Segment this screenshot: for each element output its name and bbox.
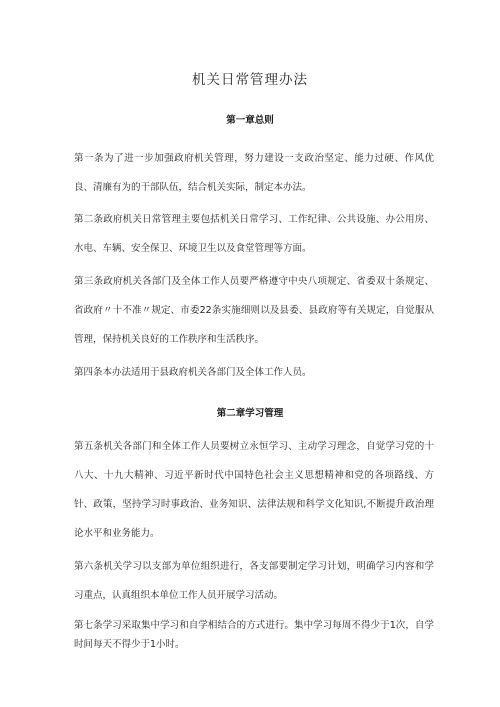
article-4: 第四条本办法适用于县政府机关各部门及全体工作人员。 [74,367,312,378]
article-7: 第七条学习采取集中学习和自学相结合的方式进行。集中学习每周不得少于1次，自学时间每天不得少于1小时。 [74,620,434,650]
article-6: 第六条机关学习以支部为单位组织进行，各支部要制定学习计划，明确学习内容和学习重点，认真组织本单位工作人员开展学习活动。 [74,561,434,601]
document-title: 机关日常管理办法 [192,72,308,88]
article-3: 第三条政府机关各部门及全体工作人员要严格遵守中央八项规定、省委双十条规定、省政府〃十不准〃规定、市委22条实施细则以及县委、县政府等有关规定，自觉服从管理，保持机关良好的工作秩序和生活秩序。 [74,276,434,345]
chapter-heading-1: 第一章总则 [226,115,274,126]
article-1: 第一条为了进一步加强政府机关管理，努力建设一支政治坚定、能力过硬、作风优良、清廉有为的干部队伍，结合机关实际，制定本办法。 [74,153,434,193]
article-5: 第五条机关各部门和全体工作人员要树立永恒学习、主动学习理念，自觉学习党的十八大、十九大精神、习近平新时代中国特色社会主义思想精神和党的各项路线、方针、政策，坚持学习时事政治、业务知识、法律法规和科学文化知识,不断提升政治理论水平和业务能力。 [74,441,434,539]
article-2: 第二条政府机关日常管理主要包括机关日常学习、工作纪律、公共设施、办公用房、水电、车辆、安全保卫、环境卫生以及食堂管理等方面。 [74,214,434,254]
chapter-heading-2: 第二章学习管理 [216,408,284,419]
